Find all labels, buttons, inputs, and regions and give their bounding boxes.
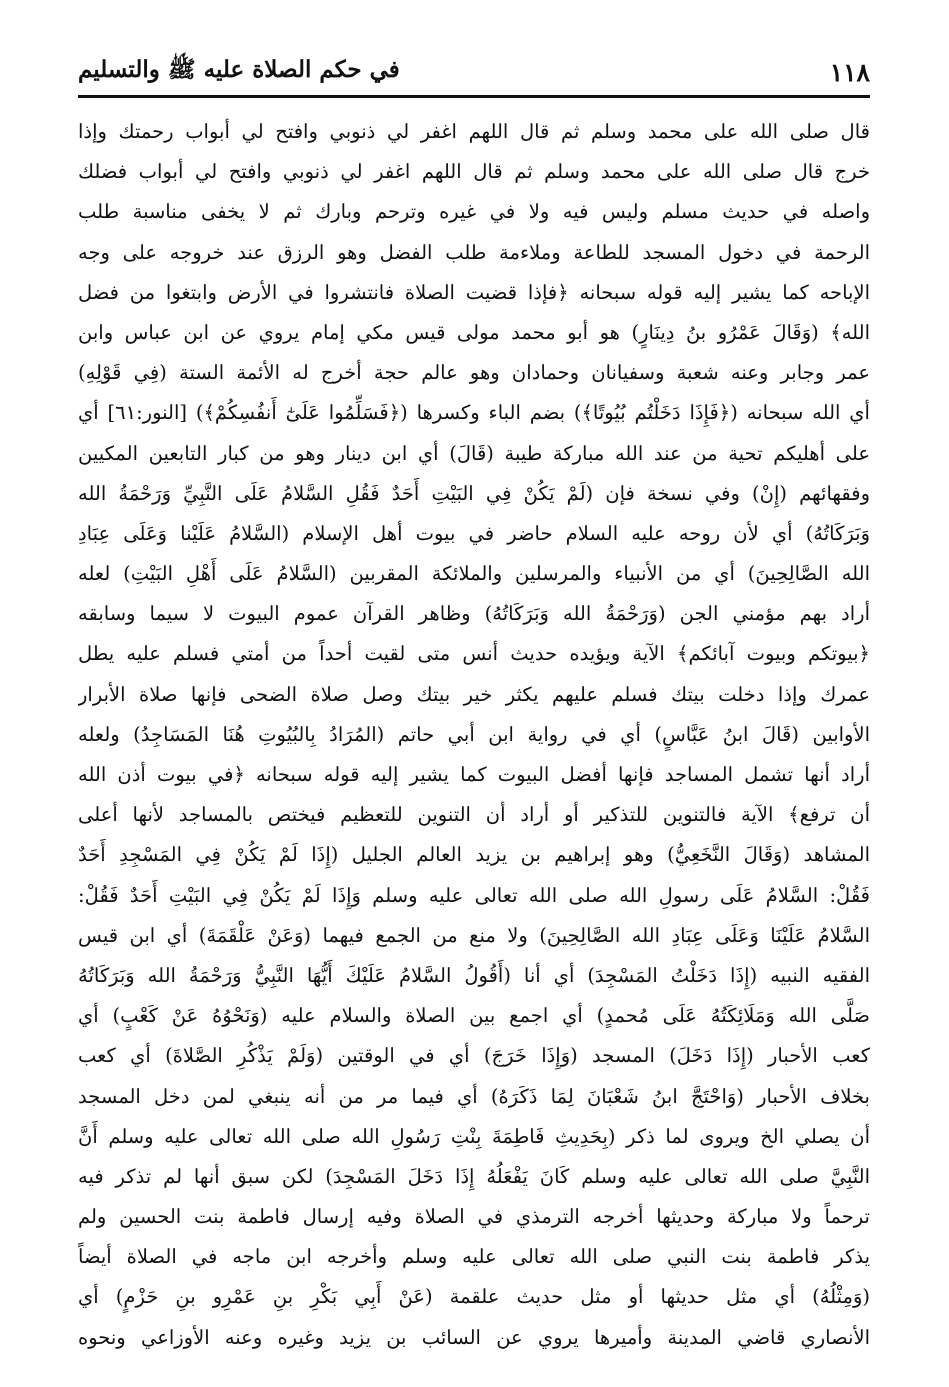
- text-line: ترحماً ولا مباركة وحديثها أخرجه الترمذي في الصلاة وفيه إرسال فاطمة بنت الحسين ولم: [78, 1205, 870, 1229]
- text-line: عمرك وإذا دخلت بيتك فسلم عليهم يكثر خير بيتك وصل صلاة الضحى فإنها صلاة الأبرار: [78, 682, 870, 706]
- text-line: الأنصاري قاضي المدينة وأميرها يروي عن السائب بن يزيد وغيره وعنه الأوزاعي ونحوه: [78, 1325, 870, 1349]
- text-line: بخلاف الأحبار (وَاحْتَجَّ ابنُ شَعْبَانَ لِمَا ذَكَرَهُ) أي فيما مر من أنه ينبغي لمن دخل المسجد: [78, 1084, 870, 1108]
- page-number: ١١٨: [829, 57, 870, 87]
- text-line: يذكر فاطمة بنت النبي صلى الله تعالى عليه وسلم وأخرجه ابن ماجه في الصلاة أيضاً: [78, 1245, 870, 1269]
- text-line: وفقهائهم (إِنْ) وفي نسخة فإن (لَمْ يَكُنْ فِي البَيْتِ أَحَدٌ فَقُلِ السَّلامُ عَلَى النَّبِيِّ وَرَحْمَةُ الله: [78, 481, 870, 505]
- text-line: كعب الأحبار (إِذَا دَخَلَ) المسجد (وَإِذَا خَرَجَ) أي في الوقتين (وَلَمْ يَذْكُرِ الصَّلاةَ) أي كعب: [78, 1044, 870, 1068]
- text-line: أن يصلي الخ ويروى لما ذكر (بِحَدِيثِ فَاطِمَةَ بِنْتِ رَسُولِ الله صلى الله تعالى عليه وسلم أَنَّ: [78, 1124, 870, 1148]
- text-line: أراد بهم مؤمني الجن (وَرَحْمَةُ الله وَبَرَكَاتُهُ) وظاهر القرآن عموم البيوت لا سيما وسابقه: [78, 602, 870, 626]
- text-line: صَلَّى الله وَمَلَائِكَتُهُ عَلَى مُحمدٍ) أي اجمع بين الصلاة والسلام عليه (وَنَحْوُهُ عَنْ كَعْبٍ) أي: [78, 1004, 870, 1028]
- page-header: [78, 52, 870, 92]
- text-line: السَّلامُ عَلَيْنَا وَعَلَى عِبَادِ الله الصَّالِحِينَ) ولا منع من الجمع فيهما (وَعَنْ عَلْقَمَةَ) أي ابن قيس: [78, 923, 870, 947]
- text-line: الفقيه النبيه (إِذَا دَخَلْتُ المَسْجِدَ) أي أنا (أَقُولُ السَّلامُ عَلَيْكَ أَيُّهَا النَّبِيُّ وَرَحْمَةُ الله وَبَرَكَاتُهُ: [78, 963, 870, 987]
- text-line: الله الصَّالِحِينَ) أي من الأنبياء والمرسلين والملائكة المقربين (السَّلامُ عَلَى أَهْلِ البَيْتِ) لعله: [78, 562, 870, 586]
- text-line: واصله في حديث مسلم وليس فيه ولا في غيره وترحم وبارك ثم لا يخفى مناسبة طلب: [78, 200, 870, 224]
- text-line: الأوابين (قَالَ ابنُ عَبَّاسٍ) أي في رواية ابن أبي حاتم (المُرَادُ بِالبُيُوتِ هُنَا المَسَاجِدُ) ولعله: [78, 722, 870, 746]
- text-line: أي الله سبحانه (﴿فَإِذَا دَخَلْتُم بُيُوتًا﴾) بضم الباء وكسرها (﴿فَسَلِّمُوا عَلَىٰٓ أَنفُسِكُمْ﴾) [النور:٦١] أي: [78, 401, 870, 425]
- text-line: المشاهد (وَقَالَ النَّخَعِيُّ) وهو إبراهيم بن يزيد العالم الجليل (إِذَا لَمْ يَكُنْ فِي المَسْجِدِ أَحَدٌ: [78, 843, 870, 867]
- header-rule: [78, 95, 870, 98]
- running-title: في حكم الصلاة عليه ﷺ والتسليم: [78, 56, 400, 83]
- text-line: الله﴾ (وَقَالَ عَمْرُو بنُ دِينَارٍ) هو أبو محمد مولى قيس مكي إمام يروي عن ابن عباس وابن: [78, 320, 870, 344]
- text-line: على أهليكم تحية من عند الله مباركة طيبة (قَالَ) أي ابن دينار وهو من كبار التابعين المكيين: [78, 441, 870, 465]
- text-line: ﴿بيوتكم وبيوت آبائكم﴾ الآية ويؤيده حديث أنس متى لقيت أحداً من أمتي فسلم عليه يطل: [78, 642, 870, 666]
- text-line: أن ترفع﴾ الآية فالتنوين للتذكير أو أراد أن التنوين للتعظيم فيختص بالمساجد لأنها أعلى: [78, 803, 870, 827]
- text-line: الإباحه كما يشير إليه قوله سبحانه ﴿فإذا قضيت الصلاة فانتشروا في الأرض وابتغوا من فضل: [78, 280, 870, 304]
- text-line: وَبَرَكَاتُهُ) أي لأن روحه عليه السلام حاضر في بيوت أهل الإسلام (السَّلامُ عَلَيْنا وَعَلَى عِبَادِ: [78, 521, 870, 545]
- text-line: خرج قال صلى الله على محمد وسلم ثم قال اللهم اغفر لي ذنوبي وافتح لي أبواب فضلك: [78, 160, 870, 184]
- text-line: فَقُلْ: السَّلامُ عَلَى رسولِ الله صلى الله تعالى عليه وسلم وَإِذَا لَمْ يَكُنْ فِي البَيْتِ أَحَدٌ فَقُلْ:: [78, 883, 870, 907]
- text-line: (وَمِثْلُهُ) أي مثل حديثها أو مثل حديث علقمة (عَنْ أَبِي بَكْرِ بنِ عَمْرِو بنِ حَزْمٍ) أي: [78, 1285, 870, 1309]
- text-line: أراد أنها تشمل المساجد فإنها أفضل البيوت كما يشير إليه قوله سبحانه ﴿في بيوت أذن الله: [78, 763, 870, 786]
- text-line: النَّبِيَّ صلى الله تعالى عليه وسلم كَانَ يَفْعَلُهُ إِذَا دَخَلَ المَسْجِدَ) لكن سبق أنها لم تذكر فيه: [78, 1164, 870, 1188]
- text-line: الرحمة في دخول المسجد للطاعة وملاءمة طلب الفضل وهو الرزق عند خروجه على وجه: [78, 240, 870, 264]
- page-body-text: [78, 112, 870, 1358]
- text-line: عمر وجابر وعنه شعبة وسفيانان وحمادان وهو عالم حجة أخرج له الأئمة الستة (فِي قَوْلِهِ): [78, 361, 870, 385]
- text-line: قال صلى الله على محمد وسلم ثم قال اللهم اغفر لي ذنوبي وافتح لي أبواب رحمتك وإذا: [78, 120, 870, 143]
